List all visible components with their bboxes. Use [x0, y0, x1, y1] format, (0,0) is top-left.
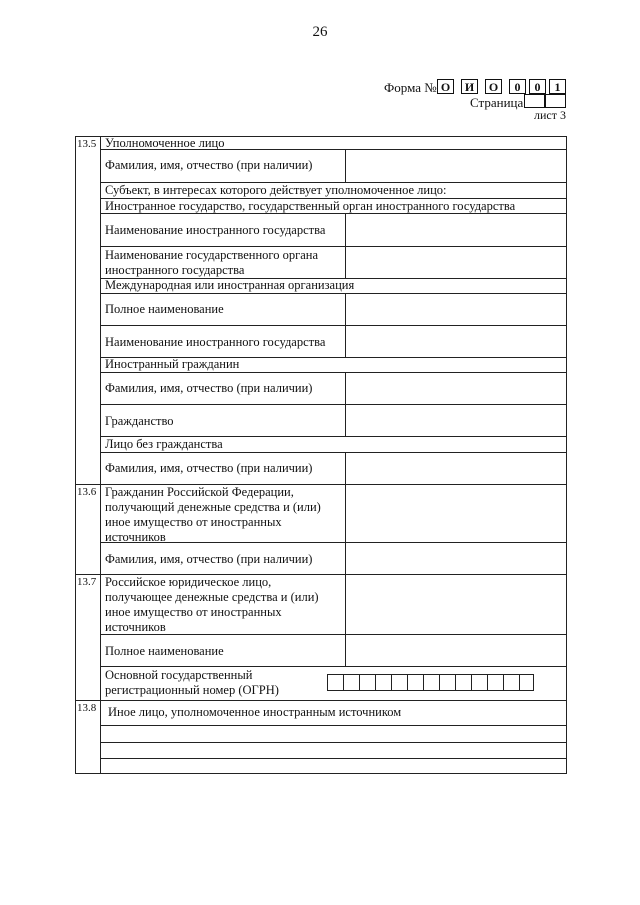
subsection-label: Иностранный гражданин	[105, 357, 240, 371]
ogrn-digit-cell	[503, 674, 519, 691]
form-code-cell: 0	[509, 79, 526, 94]
number-column-divider	[100, 136, 101, 774]
table-border-bottom	[75, 773, 567, 774]
ogrn-digit-cell	[359, 674, 375, 691]
field-label: Фамилия, имя, отчество (при наличии)	[105, 552, 313, 566]
form-number-label: Форма №	[384, 80, 437, 95]
legal-entity-full-name-input[interactable]	[346, 635, 566, 666]
section-number: 13.7	[77, 576, 97, 588]
subject-label: Субъект, в интересах которого действует уполномоченное лицо:	[105, 183, 447, 197]
foreign-state-name-input[interactable]	[346, 214, 566, 246]
ogrn-digit-cell	[471, 674, 487, 691]
section-number: 13.6	[77, 486, 97, 498]
field-label: Гражданство	[105, 414, 174, 428]
ogrn-digit-cell	[487, 674, 503, 691]
field-label: Наименование иностранного государства	[105, 335, 326, 349]
table-border-right	[566, 136, 567, 774]
form-code-cell: О	[437, 79, 454, 94]
stateless-fio-input[interactable]	[346, 453, 566, 484]
form-code-cell: 0	[529, 79, 546, 94]
field-label: Полное наименование	[105, 644, 224, 658]
section-number: 13.5	[77, 138, 97, 150]
form-code-cell: 1	[549, 79, 566, 94]
other-person-line-2[interactable]	[101, 743, 566, 758]
foreign-body-name-input[interactable]	[346, 247, 566, 278]
field-label: Основной государственный регистрационный номер (ОГРН)	[105, 668, 279, 697]
ogrn-digit-cell	[407, 674, 423, 691]
section-title: Уполномоченное лицо	[105, 136, 225, 150]
other-person-line-1[interactable]	[101, 726, 566, 742]
table-border-left	[75, 136, 76, 774]
ogrn-digit-cell	[343, 674, 359, 691]
field-label: Фамилия, имя, отчество (при наличии)	[105, 461, 313, 475]
section-line	[75, 700, 567, 701]
org-state-name-input[interactable]	[346, 326, 566, 357]
ogrn-digit-cell	[375, 674, 391, 691]
section-title: Гражданин Российской Федерации, получающий денежные средства и (или) иное имущество от иностранных источников	[105, 485, 321, 544]
ogrn-digit-cell	[423, 674, 439, 691]
ogrn-digit-cell	[391, 674, 407, 691]
org-full-name-input[interactable]	[346, 294, 566, 325]
fio-input[interactable]	[346, 150, 566, 182]
field-label: Фамилия, имя, отчество (при наличии)	[105, 381, 313, 395]
rf-citizen-fio-input[interactable]	[346, 543, 566, 574]
ogrn-digit-cell	[439, 674, 455, 691]
page-number: 26	[312, 24, 328, 40]
row-line	[100, 666, 567, 667]
field-label: Наименование государственного органа иностранного государства	[105, 248, 319, 277]
ogrn-digit-cell	[519, 674, 535, 691]
section-title: Российское юридическое лицо, получающее денежные средства и (или) иное имущество от иностранных источников	[105, 575, 319, 634]
sheet-label: лист 3	[534, 108, 566, 122]
citizen-fio-input[interactable]	[346, 373, 566, 404]
form-code-cell: О	[485, 79, 502, 94]
section-number: 13.8	[77, 702, 97, 714]
section-title: Иное лицо, уполномоченное иностранным источником	[108, 705, 402, 719]
citizenship-input[interactable]	[346, 405, 566, 436]
field-label: Полное наименование	[105, 302, 224, 316]
page-input-cell[interactable]	[545, 94, 566, 108]
form-code-cell: И	[461, 79, 478, 94]
subsection-label: Международная или иностранная организация	[105, 278, 355, 292]
page-input-cell[interactable]	[524, 94, 545, 108]
other-person-line-3[interactable]	[101, 759, 566, 773]
subsection-label: Иностранное государство, государственный орган иностранного государства	[105, 199, 516, 213]
ogrn-digit-cell	[455, 674, 471, 691]
subsection-label: Лицо без гражданства	[105, 437, 223, 451]
page-label: Страница	[470, 95, 524, 110]
field-label: Фамилия, имя, отчество (при наличии)	[105, 158, 313, 172]
field-label: Наименование иностранного государства	[105, 223, 326, 237]
